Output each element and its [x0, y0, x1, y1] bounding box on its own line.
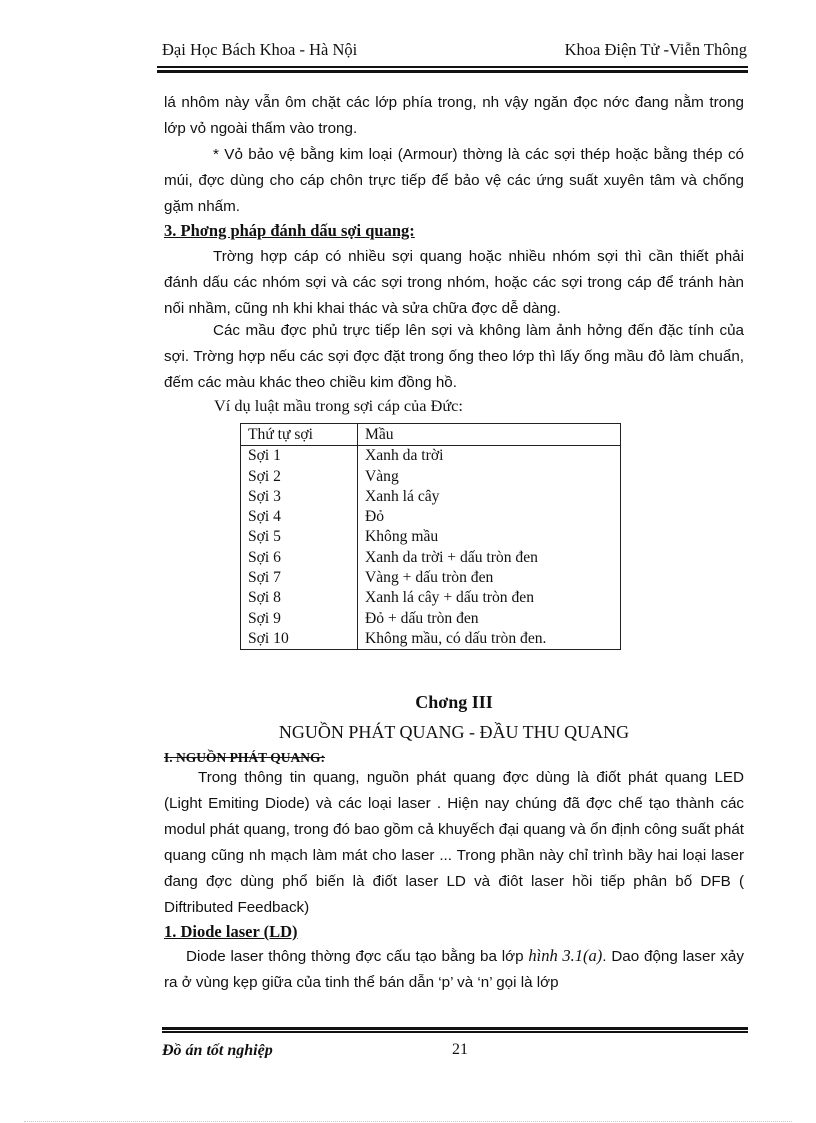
fiber-color-cell: Xanh da trời	[358, 446, 621, 467]
paragraph-aluminum-foil: lá nhôm này vẫn ôm chặt các lớp phía trong, nh vậy ngăn đọc nớc đang nằm trong lớp vỏ ngoài thấm vào trong.	[164, 94, 744, 137]
table-caption: Ví dụ luật mầu trong sợi cáp của Đức:	[214, 396, 463, 415]
footer-rule-thick	[162, 1027, 748, 1030]
fiber-color-cell: Không mầu, có dấu tròn đen.	[358, 629, 621, 650]
diode-text-start: Diode laser thông thờng đợc cấu tạo bằng ba lớp	[186, 948, 529, 965]
diode-text-end: . Dao động laser xảy ra ở vùng kẹp giữa của tinh thể bán dẫn ‘p’ và ‘n’ gọi là lớp	[164, 948, 744, 991]
header-university: Đại Học Bách Khoa - Hà Nội	[162, 40, 358, 59]
fiber-order-cell: Sợi 2	[241, 467, 358, 487]
header-faculty: Khoa Điện Tử -Viễn Thông	[564, 40, 747, 59]
fiber-color-cell: Xanh lá cây + dấu tròn đen	[358, 588, 621, 608]
fiber-color-cell: Không mầu	[358, 527, 621, 547]
page-header	[162, 40, 747, 64]
page-number: 21	[452, 1041, 468, 1058]
table-row	[241, 527, 621, 547]
table-header-row	[241, 424, 621, 446]
fiber-color-cell: Xanh lá cây	[358, 487, 621, 507]
page-bottom-border	[24, 1121, 792, 1122]
table-row	[241, 487, 621, 507]
fiber-order-cell: Sợi 6	[241, 548, 358, 568]
chapter-number: Chơng III	[415, 692, 493, 712]
fiber-color-cell: Vàng	[358, 467, 621, 487]
figure-reference: hình 3.1(a)	[528, 946, 603, 965]
fiber-order-cell: Sợi 5	[241, 527, 358, 547]
fiber-color-cell: Đỏ	[358, 507, 621, 527]
fiber-color-cell: Đỏ + dấu tròn đen	[358, 609, 621, 629]
fiber-color-cell: Vàng + dấu tròn đen	[358, 568, 621, 588]
fiber-order-cell: Sợi 7	[241, 568, 358, 588]
section-heading-fiber-marking: 3. Phơng pháp đánh dấu sợi quang:	[164, 221, 415, 240]
header-rule-thin	[157, 66, 748, 68]
table-row	[241, 548, 621, 568]
table-row	[241, 568, 621, 588]
fiber-order-cell: Sợi 10	[241, 629, 358, 650]
paragraph-light-source: Trong thông tin quang, nguồn phát quang đợc dùng là điốt phát quang LED (Light Emiting Diode) và các loại laser . Hiện nay chúng đã đợc chế tạo thành các modul phát quang, trong đó bao gồm cả khuyếch đại quang và ổn định công suất phát quang cũng nh mạch làm mát cho laser ... Trong phần này chỉ trình bầy hai loại laser đang đợc dùng phổ biến là điốt laser LD và điôt laser hồi tiếp phân bố DFB ( Diftributed Feedback)	[164, 769, 744, 916]
fiber-order-cell: Sợi 3	[241, 487, 358, 507]
fiber-color-table	[240, 423, 621, 650]
paragraph-diode-laser	[164, 943, 744, 996]
table-row	[241, 629, 621, 650]
table-row	[241, 446, 621, 467]
subsection-heading-diode-laser: 1. Diode laser (LD)	[164, 922, 298, 941]
paragraph-fiber-marking: Trờng hợp cáp có nhiều sợi quang hoặc nhiều nhóm sợi thì cần thiết phải đánh dấu các nhóm sợi và các sợi trong nhóm, hoặc các sợi trong cáp để tránh hàn nối nhầm, cũng nh khi khai thác và sửa chữa đợc dễ dàng.	[164, 248, 744, 317]
table-row	[241, 467, 621, 487]
fiber-order-cell: Sợi 1	[241, 446, 358, 467]
column-header-order: Thứ tự sợi	[241, 424, 358, 446]
footer-thesis-label: Đồ án tốt nghiệp	[162, 1042, 273, 1058]
paragraph-color-coating: Các mầu đợc phủ trực tiếp lên sợi và không làm ảnh hởng đến đặc tính của sợi. Trờng hợp nếu các sợi đợc đặt trong ống theo lớp thì lấy ống mầu đỏ làm chuẩn, đếm các màu khác theo chiều kim đồng hồ.	[164, 322, 744, 391]
fiber-order-cell: Sợi 9	[241, 609, 358, 629]
paragraph-armour: * Vỏ bảo vệ bằng kim loại (Armour) thờng là các sợi thép hoặc bằng thép có múi, đợc dùng cho cáp chôn trực tiếp để bảo vệ các ứng suất xuyên tâm và chống gặm nhấm.	[164, 146, 744, 215]
footer-rule-thin	[162, 1031, 748, 1033]
table-row	[241, 588, 621, 608]
chapter-title: NGUỒN PHÁT QUANG - ĐẦU THU QUANG	[278, 722, 630, 742]
section-heading-light-source: I. NGUỒN PHÁT QUANG:	[164, 750, 326, 765]
fiber-color-cell: Xanh da trời + dấu tròn đen	[358, 548, 621, 568]
fiber-order-cell: Sợi 4	[241, 507, 358, 527]
table-row	[241, 507, 621, 527]
table-row	[241, 609, 621, 629]
fiber-order-cell: Sợi 8	[241, 588, 358, 608]
header-rule-thick	[157, 70, 748, 73]
column-header-color: Mầu	[358, 424, 621, 446]
